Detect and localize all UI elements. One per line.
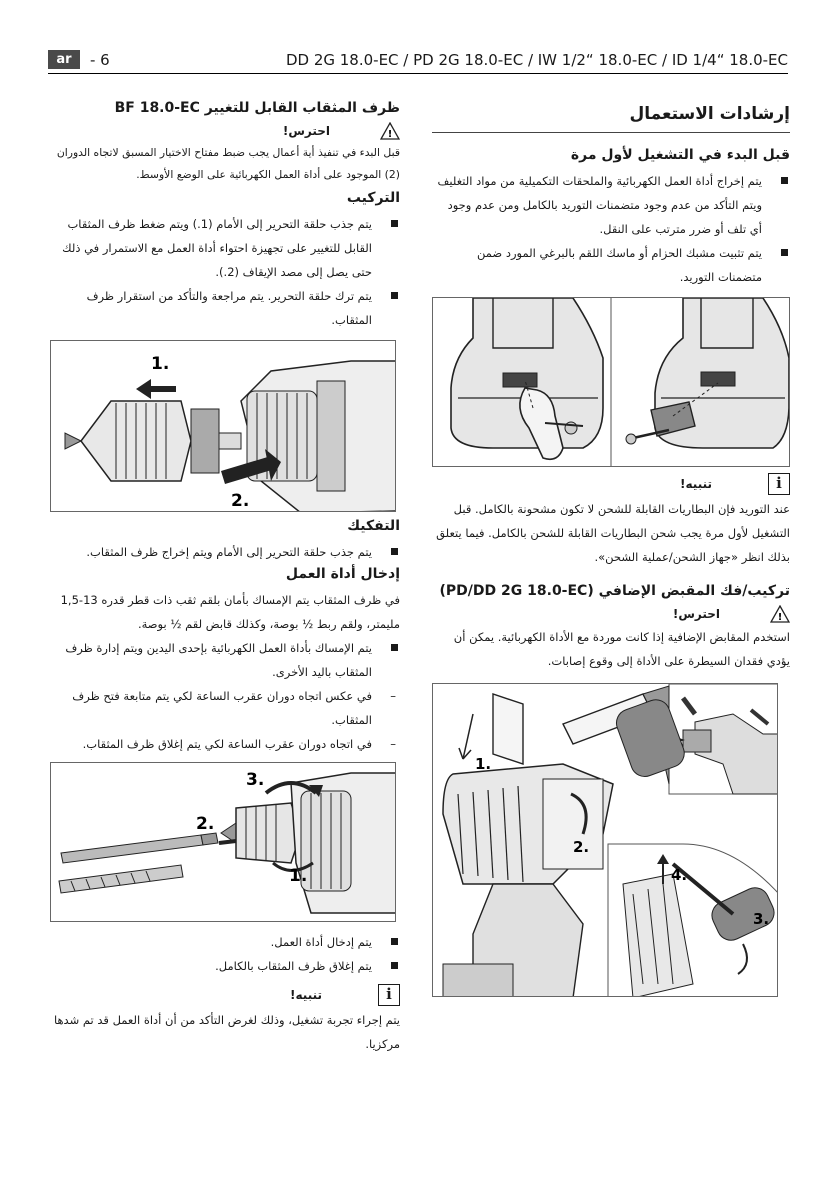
step-label: 4.	[671, 866, 688, 884]
first-use-heading: قبل البدء في التشغيل لأول مرة	[570, 147, 790, 163]
chuck-warning-text: قبل البدء في تنفيذ أية أعمال يجب ضبط مفتاح الاختيار المسبق لاتجاه الدوران (2) الموجود على أداة العمل الكهربائية على الوضع الأوسط.	[56, 146, 400, 181]
right-column	[432, 96, 790, 997]
belt-clip-figure	[432, 297, 790, 467]
list-item: يتم تثبيت مشبك الحزام أو ماسك اللقم بالبرغي المورد ضمن متضمنات التوريد.	[432, 241, 790, 289]
list-item: يتم جذب حلقة التحرير إلى الأمام ويتم إخراج ظرف المثقاب.	[50, 540, 400, 564]
step-label: 3.	[753, 910, 770, 928]
warning-row	[432, 605, 790, 623]
warning-icon	[770, 605, 790, 623]
language-badge: ar	[48, 50, 80, 69]
dismount-list	[50, 540, 400, 564]
step-label: 3.	[246, 770, 265, 790]
insert-dash-list	[50, 684, 400, 756]
step-label: 2.	[231, 491, 250, 511]
list-item: يتم جذب حلقة التحرير إلى الأمام (1.) ويتم ضغط ظرف المثقاب القابل للتغيير على تجهيزة احتواء أداة العمل مع الاستمرار في ذلك حتى يصل إلى مصد الإيقاف (2.).	[50, 212, 400, 284]
mount-heading: التركيب	[346, 190, 400, 206]
section-title: إرشادات الاستعمال	[432, 104, 790, 133]
list-item: – في اتجاه دوران عقرب الساعة لكي يتم إغلاق ظرف المثقاب.	[50, 732, 400, 756]
dismount-heading: التفكيك	[347, 518, 400, 534]
list-item: يتم إخراج أداة العمل الكهربائية والملحقات التكميلية من مواد التغليف ويتم التأكد من عدم وجود متضمنات التوريد بالكامل ومن عدم وجود أي تلف أو ضرر مترتب على النقل.	[432, 169, 790, 241]
handle-warning-text: استخدم المقابض الإضافية إذا كانت موردة مع الأداة الكهربائية. يمكن أن يؤدي فقدان السيطرة على الأداة إلى وقوع إصابات.	[453, 630, 790, 668]
svg-text:!: !	[387, 129, 393, 140]
first-use-list	[432, 169, 790, 289]
info-icon: i	[378, 984, 400, 1006]
warning-icon	[380, 122, 400, 140]
side-handle-figure	[432, 683, 778, 997]
note-label: تنبيه!	[290, 988, 322, 1002]
insert-text: في ظرف المثقاب يتم الإمساك بأمان بلقم ثقب ذات قطر قدره 13-1,5 مليمتر، ولقم ربط ½ بوصة، وكذلك قابض لقم ½ بوصة.	[60, 593, 400, 631]
chuck-heading: ظرف المثقاب القابل للتغيير BF 18.0-EC	[114, 100, 400, 116]
list-item: يتم إغلاق ظرف المثقاب بالكامل.	[50, 954, 400, 978]
left-column	[50, 96, 400, 1056]
step-label: 1.	[289, 866, 308, 886]
warning-label: احترس!	[282, 124, 330, 138]
note-row	[432, 473, 790, 495]
mount-list	[50, 212, 400, 332]
step-label: 1.	[151, 354, 170, 374]
warning-label: احترس!	[672, 607, 720, 621]
svg-text:!: !	[777, 612, 783, 623]
step-label: 1.	[475, 755, 492, 773]
handle-heading: تركيب/فك المقبض الإضافي (PD/DD 2G 18.0-EC)	[439, 583, 790, 599]
note-text: عند التوريد فإن البطاريات القابلة للشحن لا تكون مشحونة بالكامل. قبل التشغيل لأول مرة يجب شحن البطاريات القابلة للشحن بالكامل. فيما يتعلق بذلك انظر «جهاز الشحن/عملية الشحن».	[436, 502, 790, 564]
list-item: – في عكس اتجاه دوران عقرب الساعة لكي يتم متابعة فتح ظرف المثقاب.	[50, 684, 400, 732]
note-row	[50, 984, 400, 1006]
list-item: يتم الإمساك بأداة العمل الكهربائية بإحدى اليدين ويتم إدارة ظرف المثقاب باليد الأخرى.	[50, 636, 400, 684]
insert-heading: إدخال أداة العمل	[285, 566, 400, 582]
warning-row	[50, 122, 400, 140]
bit-insert-figure	[50, 762, 396, 922]
page-header	[48, 50, 788, 74]
note-text: يتم إجراء تجربة تشغيل، وذلك لغرض التأكد من أن أداة العمل قد تم شدها مركزيا.	[53, 1013, 400, 1051]
chuck-change-figure	[50, 340, 396, 512]
model-list: DD 2G 18.0-EC / PD 2G 18.0-EC / IW 1/2“ 18.0-EC / ID 1/4“ 18.0-EC	[285, 51, 788, 69]
list-item: يتم ترك حلقة التحرير. يتم مراجعة والتأكد من استقرار ظرف المثقاب.	[50, 284, 400, 332]
page-number: - 6	[90, 51, 110, 69]
step-label: 2.	[196, 814, 215, 834]
insert-list	[50, 636, 400, 684]
info-icon: i	[768, 473, 790, 495]
list-item: يتم إدخال أداة العمل.	[50, 930, 400, 954]
note-label: تنبيه!	[680, 477, 712, 491]
step-label: 2.	[573, 838, 590, 856]
after-insert-list	[50, 930, 400, 978]
